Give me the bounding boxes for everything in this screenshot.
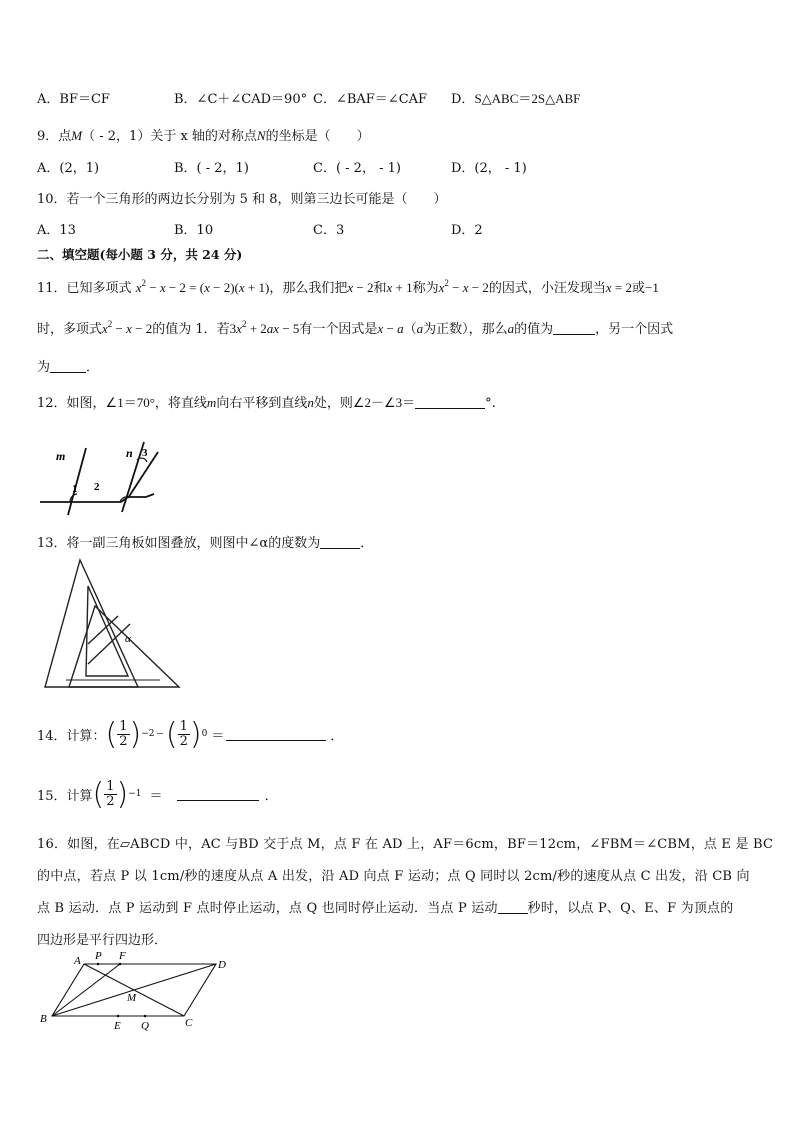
q11-blank-a[interactable]	[553, 322, 595, 335]
q12-label-m: m	[56, 449, 66, 463]
q12-label-1: 1	[72, 483, 78, 495]
q9-option-a: A．(2，1)	[37, 161, 100, 176]
q16-label-e: E	[114, 1020, 121, 1032]
q14-blank[interactable]	[226, 728, 326, 741]
q10-stem: 10．若一个三角形的两边长分别为 5 和 8，则第三边长可能是（ ）	[37, 192, 447, 207]
q12-stem: 12．如图，∠1＝70°，将直线m向右平移到直线n处，则∠2－∠3＝ °.	[37, 395, 496, 411]
q9-option-b: B．( - 2，1)	[174, 161, 249, 176]
q10-option-a: A．13	[37, 223, 76, 238]
section-heading-fill-blank: 二、填空题(每小题 3 分，共 24 分)	[37, 247, 243, 262]
q16-label-b: B	[40, 1013, 47, 1025]
q16-point-q	[144, 1015, 147, 1018]
q10-option-d: D．2	[451, 223, 483, 238]
q8-option-c: C．∠BAF＝∠CAF	[313, 92, 428, 107]
q9-option-c: C．( - 2， - 1)	[313, 161, 401, 176]
q13-stem: 13．将一副三角板如图叠放，则图中∠α的度数为 ．	[37, 536, 374, 551]
q12-line-m	[68, 448, 86, 515]
q16-label-p: P	[95, 950, 102, 962]
q16-point-f	[119, 963, 122, 966]
q12-blank[interactable]	[415, 396, 485, 409]
q13-figure	[40, 556, 185, 690]
q16-figure	[36, 950, 236, 1032]
q8-option-b: B．∠C＋∠CAD＝90°	[174, 92, 308, 107]
q16-line-1: 16．如图，在▱ABCD 中，AC 与BD 交于点 M，点 F 在 AD 上，AF＝6cm，BF＝12cm，∠FBM＝∠CBM，点 E 是 BC	[37, 837, 774, 852]
q16-label-a: A	[74, 955, 81, 967]
q16-point-e	[117, 1015, 120, 1018]
q12-figure	[36, 440, 166, 518]
q13-overlap-line-2	[88, 624, 130, 664]
q8-option-d-expr: S△ABC＝2S△ABF	[474, 91, 581, 106]
q11-line-3: 为 ．	[37, 360, 100, 375]
q16-label-c: C	[185, 1017, 193, 1029]
q16-line-2: 的中点，若点 P 以 1cm/秒的速度从点 A 出发，沿 AD 向点 F 运动；点 Q 同时以 2cm/秒的速度从点 C 出发，沿 CB 向	[37, 869, 750, 884]
q16-diagonal-bd	[52, 964, 216, 1016]
q12-label-2: 2	[94, 481, 100, 493]
q16-label-m: M	[127, 992, 137, 1004]
q16-label-d: D	[218, 959, 226, 971]
q11-line-1: 11．已知多项式 $x^2 - x - 2 = (x - 2)(x + 1)$，那么我们把x − 2和x + 1称为$x^2 - x - 2$的因式，小汪发现当x = 2或−1	[37, 278, 659, 296]
q9-option-d: D．(2， - 1)	[451, 161, 527, 176]
q11-line-2: 时，多项式$x^2 - x - 2$的值为 1．若$3x^2 + 2ax - 5$有一个因式是x − a（a为正数），那么a的值为 ，另一个因式	[37, 319, 674, 337]
q12-label-3: 3	[142, 447, 148, 459]
q16-segment-bf	[52, 964, 120, 1016]
q8-option-a: A．BF＝CF	[37, 92, 110, 107]
q16-label-q: Q	[141, 1020, 149, 1032]
q11-blank-factor[interactable]	[50, 360, 86, 373]
q8-option-d: D．S△ABC＝2S△ABF	[451, 91, 581, 107]
q16-label-f: F	[119, 950, 126, 962]
q16-line-3: 点 B 运动．点 P 运动到 F 点时停止运动，点 Q 也同时停止运动．当点 P 运动 秒时，以点 P、Q、E、F 为顶点的	[37, 901, 734, 916]
q9-stem: 9．点M（ - 2，1）关于 x 轴的对称点N的坐标是（ ）	[37, 128, 370, 144]
q13-blank[interactable]	[320, 536, 360, 549]
q10-option-b: B．10	[174, 223, 214, 238]
q16-blank[interactable]	[498, 901, 528, 914]
q15-blank[interactable]	[177, 788, 259, 801]
q14-stem: 14．计算： ( $\frac{1}{2}$ ) −2 − ( $\frac{1}{2}$ ) 0 ＝ ．	[37, 716, 344, 752]
q13-alpha-label: α	[125, 633, 131, 645]
q10-option-c: C．3	[313, 223, 345, 238]
q16-line-4: 四边形是平行四边形．	[37, 933, 168, 948]
q15-stem: 15．计算 ( $\frac{1}{2}$ ) −1 ＝ ．	[37, 776, 278, 812]
q12-label-n: n	[126, 446, 133, 460]
q16-point-p	[97, 963, 100, 966]
